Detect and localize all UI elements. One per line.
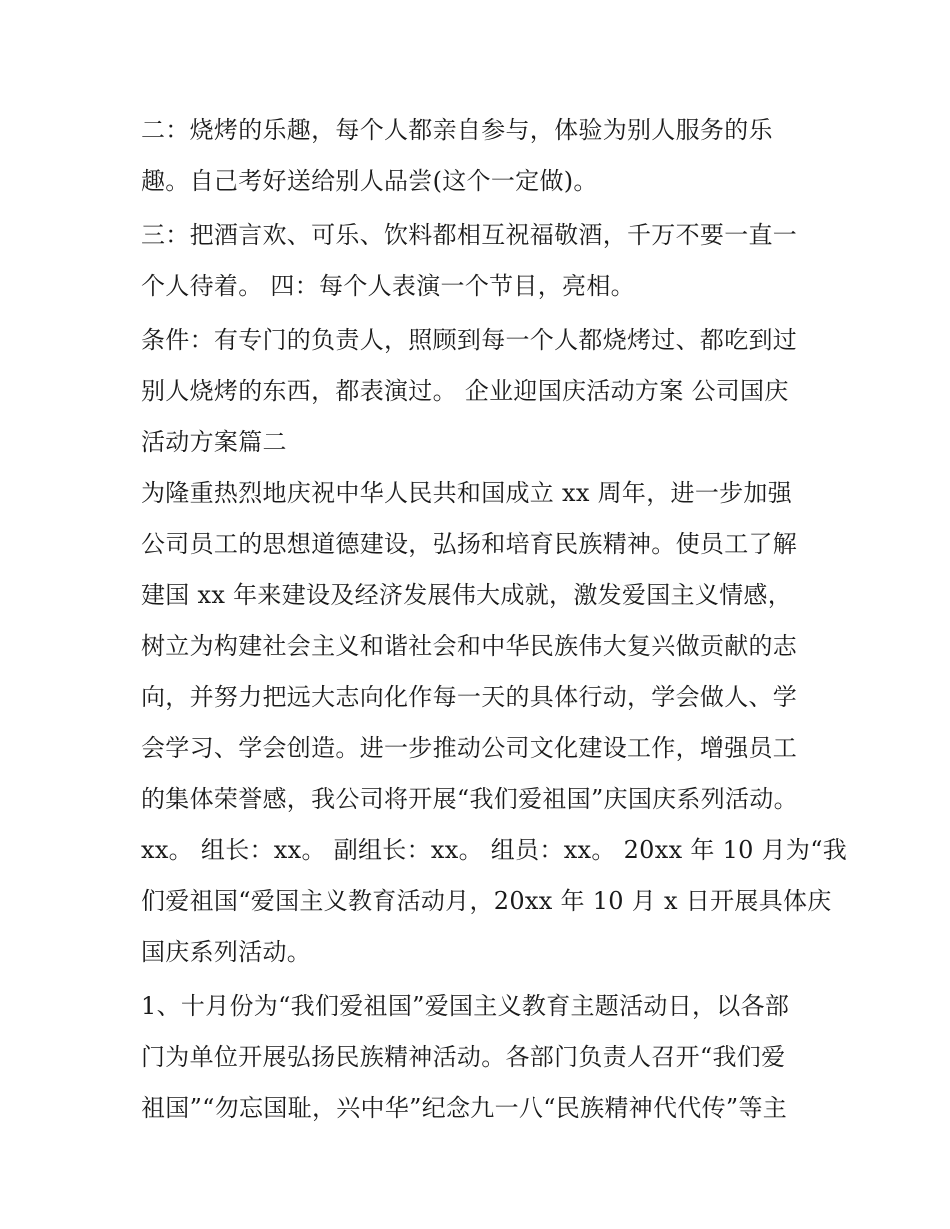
text-line: 祖国”“勿忘国耻，兴中华”纪念九一八“民族精神代代传”等主 (141, 1094, 788, 1122)
text-line: xx。 组长：xx。 副组长：xx。 组员：xx。 20xx 年 10 月为“我 (141, 836, 848, 864)
paragraph-4 (141, 468, 848, 978)
text-line: 别人烧烤的东西，都表演过。 企业迎国庆活动方案 公司国庆 (141, 377, 789, 405)
paragraph-3 (141, 315, 821, 468)
text-line: 活动方案篇二 (141, 428, 287, 456)
text-line: 三：把酒言欢、可乐、饮料都相互祝福敬酒，千万不要一直一 (141, 221, 798, 249)
paragraph-5 (141, 981, 821, 1134)
text-line: 为隆重热烈地庆祝中华人民共和国成立 xx 周年，进一步加强 (141, 479, 793, 507)
document-body (141, 105, 848, 1134)
text-line: 二：烧烤的乐趣，每个人都亲自参与，体验为别人服务的乐 (141, 116, 773, 144)
text-line: 趣。自己考好送给别人品尝(这个一定做)。 (141, 167, 598, 195)
text-line: 国庆系列活动。 (141, 938, 312, 966)
text-line: 门为单位开展弘扬民族精神活动。各部门负责人召开“我们爱 (141, 1043, 786, 1071)
text-line: 向，并努力把远大志向化作每一天的具体行动，学会做人、学 (141, 683, 798, 711)
paragraph-2 (141, 210, 821, 312)
text-line: 个人待着。 四：每个人表演一个节目，亮相。 (141, 272, 635, 300)
text-line: 树立为构建社会主义和谐社会和中华民族伟大复兴做贡献的志 (141, 632, 798, 660)
text-line: 们爱祖国“爱国主义教育活动月，20xx 年 10 月 x 日开展具体庆 (141, 887, 832, 915)
text-line: 公司员工的思想道德建设，弘扬和培育民族精神。使员工了解 (141, 530, 798, 558)
text-line: 会学习、学会创造。进一步推动公司文化建设工作，增强员工 (141, 734, 798, 762)
text-line: 建国 xx 年来建设及经济发展伟大成就，激发爱国主义情感， (141, 581, 793, 609)
text-line: 的集体荣誉感，我公司将开展“我们爱祖国”庆国庆系列活动。 (141, 785, 798, 813)
text-line: 1、十月份为“我们爱祖国”爱国主义教育主题活动日，以各部 (141, 992, 790, 1020)
text-line: 条件：有专门的负责人，照顾到每一个人都烧烤过、都吃到过 (141, 326, 798, 354)
paragraph-1 (141, 105, 821, 207)
